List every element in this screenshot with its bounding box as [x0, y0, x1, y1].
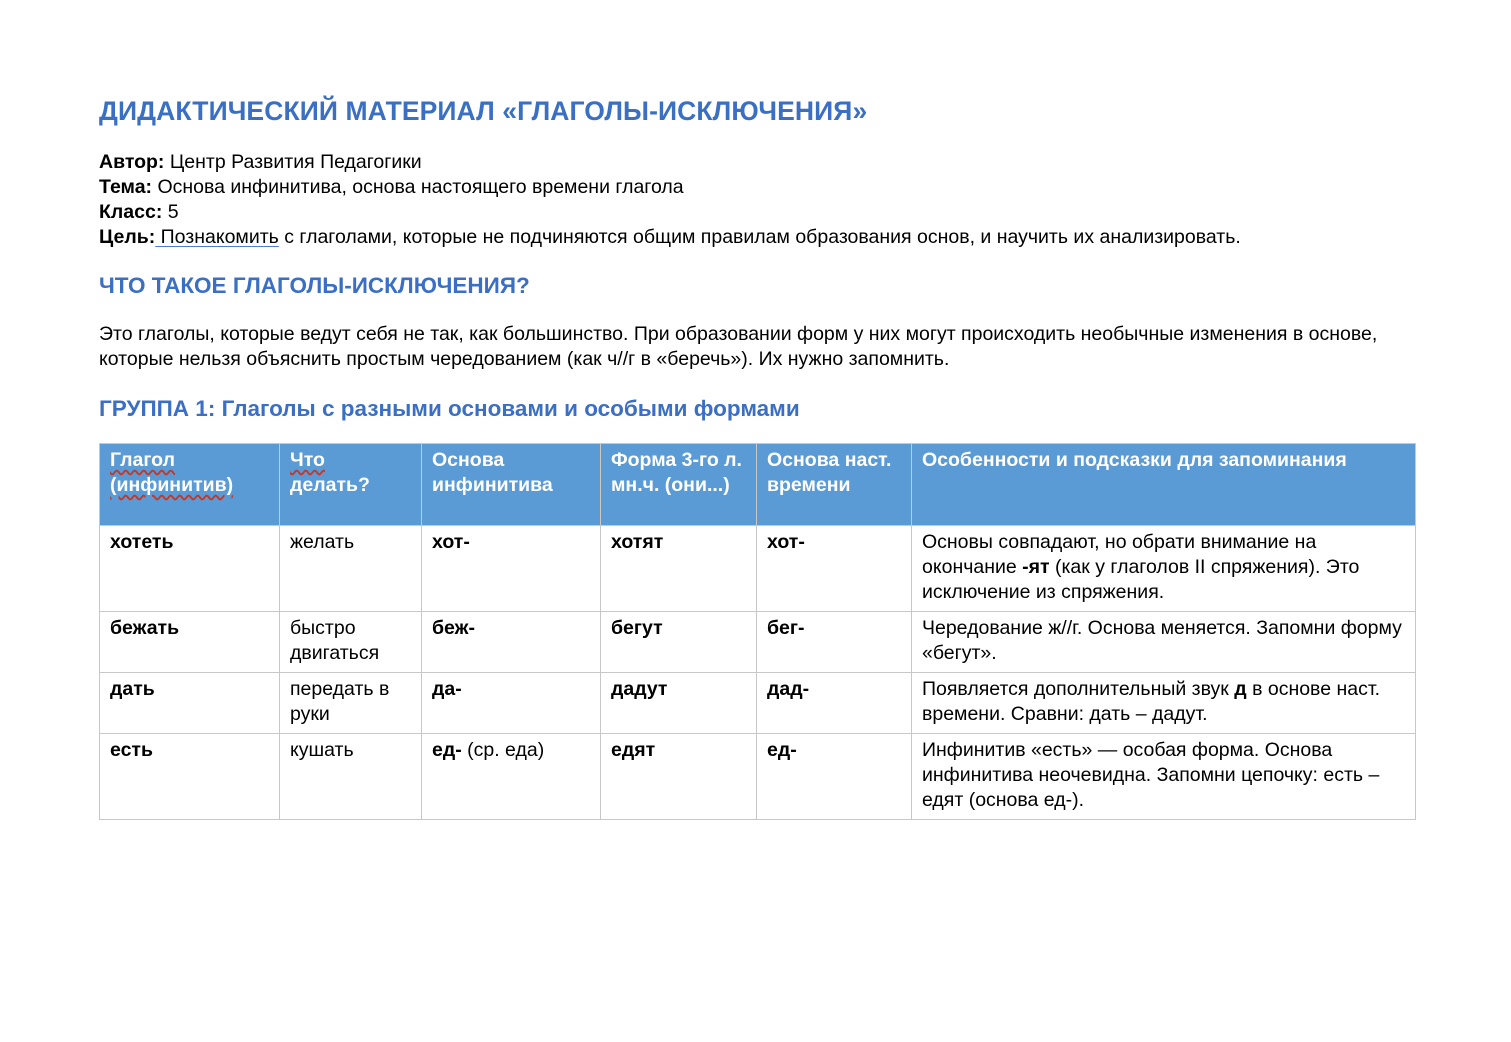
cell-meaning: быстро двигаться	[280, 612, 422, 673]
cell-meaning: передать в руки	[280, 673, 422, 734]
notes-text-a: Чередование ж//г. Основа меняется. Запомни форму «бегут».	[922, 617, 1402, 664]
cell-notes	[912, 612, 1416, 673]
meta-topic	[99, 175, 1241, 200]
header-meaning	[280, 444, 422, 526]
inf-stem: да-	[432, 678, 462, 700]
header-verb-line2: (инфинитив)	[110, 474, 234, 496]
cell-notes	[912, 673, 1416, 734]
notes-text-c: (как у глаголов II спряжения). Это исключение из спряжения.	[922, 556, 1360, 603]
notes-text-c: в основе наст. времени. Сравни: дать – дадут.	[922, 678, 1381, 725]
cell-pres-stem: хот-	[757, 526, 912, 612]
cell-inf-stem	[422, 673, 601, 734]
table-row	[100, 673, 1416, 734]
cell-verb: бежать	[100, 612, 280, 673]
header-verb	[100, 444, 280, 526]
meta-topic-label: Тема:	[99, 176, 153, 198]
document-meta	[99, 150, 1241, 250]
meta-author-label: Автор:	[99, 151, 165, 173]
meta-author-value: Центр Развития Педагогики	[164, 151, 422, 173]
cell-inf-stem	[422, 734, 601, 820]
cell-pres-stem: бег-	[757, 612, 912, 673]
section-heading-group1: ГРУППА 1: Глаголы с разными основами и особыми формами	[99, 396, 800, 421]
meta-author	[99, 150, 1241, 175]
cell-verb: хотеть	[100, 526, 280, 612]
header-notes: Особенности и подсказки для запоминания	[912, 444, 1416, 526]
cell-pres-stem: ед-	[757, 734, 912, 820]
section-heading-what: ЧТО ТАКОЕ ГЛАГОЛЫ-ИСКЛЮЧЕНИЯ?	[99, 273, 530, 298]
meta-goal-link[interactable]: Познакомить	[155, 226, 279, 248]
meta-grade-label: Класс:	[99, 201, 163, 223]
table-header-row	[100, 444, 1416, 526]
cell-form-3pl: дадут	[601, 673, 757, 734]
notes-text-a: Инфинитив «есть» — особая форма. Основа инфинитива неочевидна. Запомни цепочку: есть – едят (основа ед-).	[922, 739, 1380, 811]
header-meaning-line2: делать?	[290, 474, 370, 496]
cell-meaning: кушать	[280, 734, 422, 820]
cell-verb: дать	[100, 673, 280, 734]
cell-meaning: желать	[280, 526, 422, 612]
meta-grade	[99, 200, 1241, 225]
cell-notes	[912, 734, 1416, 820]
header-form-3pl: Форма 3-го л. мн.ч. (они...)	[601, 444, 757, 526]
document-title: ДИДАКТИЧЕСКИЙ МАТЕРИАЛ «ГЛАГОЛЫ-ИСКЛЮЧЕНИЯ»	[99, 96, 868, 126]
header-inf-stem: Основа инфинитива	[422, 444, 601, 526]
notes-text-bold: д	[1234, 678, 1247, 700]
notes-text-bold: -ят	[1022, 556, 1050, 578]
cell-inf-stem	[422, 526, 601, 612]
section-paragraph: Это глаголы, которые ведут себя не так, как большинство. При образовании форм у них могут происходить необычные изменения в основе, которые нельзя объяснить простым чередованием (как ч//г в «беречь»). Их нужно запомнить.	[99, 323, 1378, 370]
cell-form-3pl: хотят	[601, 526, 757, 612]
meta-goal	[99, 225, 1241, 250]
notes-text-a: Появляется дополнительный звук	[922, 678, 1235, 700]
table-row	[100, 526, 1416, 612]
inf-stem: беж-	[432, 617, 475, 639]
cell-notes	[912, 526, 1416, 612]
header-verb-line1: Глагол	[110, 449, 175, 471]
meta-topic-value: Основа инфинитива, основа настоящего времени глагола	[152, 176, 684, 198]
inf-stem: хот-	[432, 531, 470, 553]
cell-form-3pl: бегут	[601, 612, 757, 673]
header-pres-stem: Основа наст. времени	[757, 444, 912, 526]
inf-stem-note: (ср. еда)	[461, 739, 545, 761]
header-meaning-line1: Что	[290, 449, 325, 471]
notes-text-a: Основы совпадают, но обрати внимание на окончание	[922, 531, 1317, 578]
table-row	[100, 612, 1416, 673]
verbs-table	[99, 443, 1416, 820]
inf-stem: ед-	[432, 739, 462, 761]
meta-grade-value: 5	[162, 201, 179, 223]
meta-goal-value: с глаголами, которые не подчиняются общим правилам образования основ, и научить их анализировать.	[278, 226, 1241, 248]
cell-inf-stem	[422, 612, 601, 673]
meta-goal-label: Цель:	[99, 226, 156, 248]
cell-verb: есть	[100, 734, 280, 820]
cell-form-3pl: едят	[601, 734, 757, 820]
table-row	[100, 734, 1416, 820]
cell-pres-stem: дад-	[757, 673, 912, 734]
